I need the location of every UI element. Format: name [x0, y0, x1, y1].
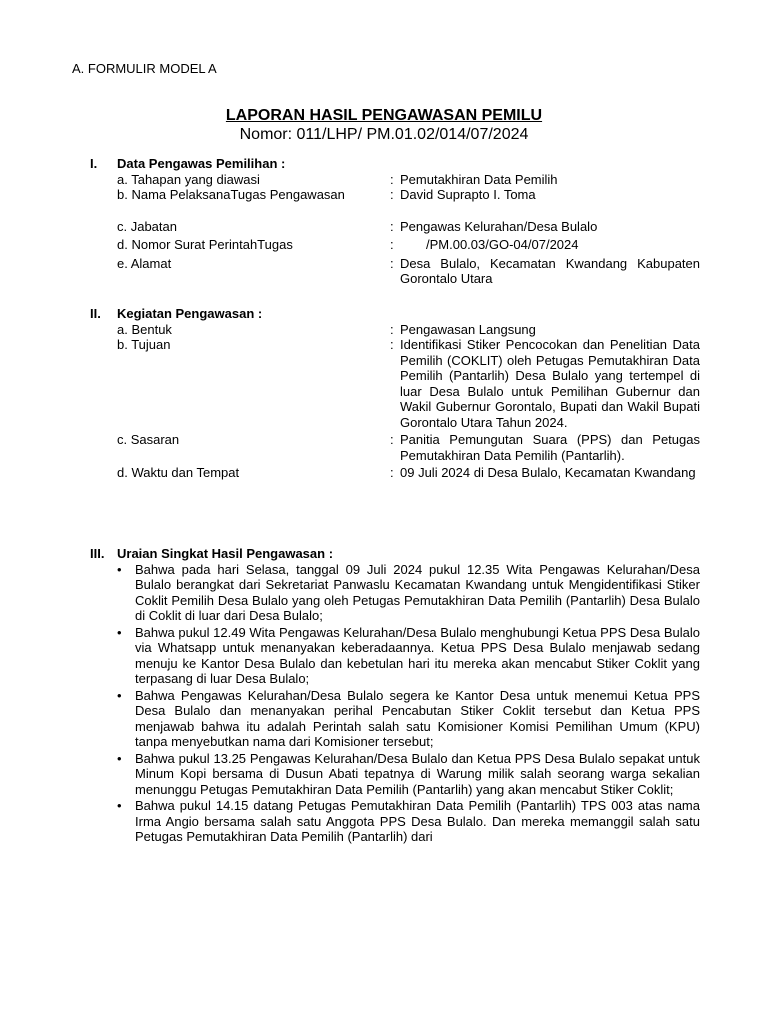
field-colon: : — [390, 337, 394, 352]
section-heading — [90, 546, 700, 562]
section-kegiatan-pengawasan — [90, 306, 700, 481]
section-title: Data Pengawas Pemilihan : — [117, 156, 286, 171]
findings-list — [117, 562, 700, 845]
field-row-tahapan — [117, 172, 700, 188]
field-label: a. Tahapan yang diawasi — [117, 171, 260, 187]
field-value: David Suprapto I. Toma — [400, 187, 536, 202]
list-item-text: Bahwa pukul 14.15 datang Petugas Pemutakhiran Data Pemilih (Pantarlih) TPS 003 atas nama Irma Angio bersama salah satu Anggota PPS Desa Bulalo. Dan mereka memanggil salah satu Petugas Pemutakhiran Data Pemilih (Pantarlih) dari — [135, 798, 700, 844]
field-row-sasaran — [117, 432, 700, 463]
field-label: b. Tujuan — [117, 337, 171, 352]
bullet-dot-icon: • — [117, 624, 122, 640]
field-row-waktu-tempat — [117, 465, 700, 481]
report-title: LAPORAN HASIL PENGAWASAN PEMILU — [225, 107, 543, 124]
field-value-text: /PM.00.03/GO-04/07/2024 — [426, 237, 579, 252]
field-colon: : — [390, 432, 394, 447]
section-uraian-hasil — [90, 546, 700, 846]
field-label: b. Nama PelaksanaTugas Pengawasan — [117, 187, 345, 202]
list-item-text: Bahwa pukul 12.49 Wita Pengawas Kelurahan/Desa Bulalo menghubungi Ketua PPS Desa Bulalo via Whatsapp untuk menanyakan keberadaannya. Ketua PPS Desa Bulalo menjawab sedang menuju ke Kantor Desa Bulalo dan kebetulan hari itu mereka akan mencabut Stiker Coklit yang terpasang di luar Desa Bulalo; — [135, 624, 700, 686]
report-number: Nomor: 011/LHP/ PM.01.02/014/07/2024 — [239, 126, 529, 143]
field-colon: : — [390, 218, 394, 234]
field-row-nomor-surat — [117, 237, 700, 253]
list-item — [117, 688, 700, 750]
section-number: II. — [90, 306, 101, 321]
section-heading — [90, 156, 700, 172]
field-row-bentuk — [117, 322, 700, 338]
list-item-text: Bahwa Pengawas Kelurahan/Desa Bulalo segera ke Kantor Desa untuk menemui Ketua PPS Desa Bulalo dan menanyakan perihal Pencabutan Stiker Coklit tersebut dan Ketua PPS menjawab bahwa itu adalah Perintah salah satu Komisioner Komisi Pemilihan Umum (KPU) tanpa menyebutkan nama dari Komisioner tersebut; — [135, 687, 700, 749]
field-row-jabatan — [117, 219, 700, 235]
list-item — [117, 562, 700, 624]
field-label: c. Jabatan — [117, 218, 177, 234]
field-value: Pemutakhiran Data Pemilih — [400, 171, 558, 187]
spacer — [90, 203, 700, 219]
section-title: Kegiatan Pengawasan : — [117, 306, 263, 321]
field-colon: : — [390, 187, 394, 202]
bullet-dot-icon: • — [117, 798, 122, 813]
field-label: a. Bentuk — [117, 321, 172, 337]
field-label: e. Alamat — [117, 255, 172, 271]
list-item — [117, 751, 700, 798]
field-value: Desa Bulalo, Kecamatan Kwandang Kabupaten Gorontalo Utara — [400, 255, 700, 286]
section-title: Uraian Singkat Hasil Pengawasan : — [117, 546, 334, 561]
section-number: I. — [90, 156, 98, 171]
field-label: c. Sasaran — [117, 432, 180, 447]
field-value: Panitia Pemungutan Suara (PPS) dan Petugas Pemutakhiran Data Pemilih (Pantarlih). — [400, 432, 700, 463]
bullet-dot-icon: • — [117, 687, 122, 703]
list-item — [117, 625, 700, 687]
field-colon: : — [390, 255, 394, 271]
section-data-pengawas — [90, 156, 700, 287]
field-value: Identifikasi Stiker Pencocokan dan Penelitian Data Pemilih (COKLIT) oleh Petugas Pemutakhiran Data Pemilih (Pantarlih) Desa Bulalo yang tertempel di luar Desa Bulalo untuk Pemilihan Gubernur dan Wakil Gubernur Gorontalo, Bupati dan Wakil Bupati Gorontalo Utara Tahun 2024. — [400, 337, 700, 430]
field-label: d. Waktu dan Tempat — [117, 465, 240, 480]
form-label: A. FORMULIR MODEL A — [72, 61, 217, 76]
bullet-dot-icon: • — [117, 750, 122, 766]
bullet-dot-icon: • — [117, 561, 122, 577]
field-label: d. Nomor Surat PerintahTugas — [117, 237, 293, 252]
section-number: III. — [90, 546, 105, 561]
list-item-text: Bahwa pukul 13.25 Pengawas Kelurahan/Desa Bulalo dan Ketua PPS Desa Bulalo sepakat untuk Minum Kopi bersama di Dusun Abati tepatnya di Warung milik salah seorang warga sekalian menunggu Petugas Pemutakhiran Data Pemilih (Pantarlih) yang akan mencabut Stiker Coklit; — [135, 750, 700, 797]
field-colon: : — [390, 171, 394, 187]
field-row-alamat — [117, 256, 700, 287]
title-block — [0, 106, 768, 144]
field-value: Pengawas Kelurahan/Desa Bulalo — [400, 218, 598, 234]
field-value: Pengawasan Langsung — [400, 321, 536, 337]
list-item — [117, 798, 700, 845]
list-item-text: Bahwa pada hari Selasa, tanggal 09 Juli 2024 pukul 12.35 Wita Pengawas Kelurahan/Desa Bulalo berangkat dari Sekretariat Panwaslu Kecamatan Kwandang untuk Mengidentifikasi Stiker Coklit Pemilih Desa Bulalo yang oleh Petugas Pemutakhiran Data Pemilih (Pantarlih) Desa Bulalo di Coklit di luar dari Desa Bulalo; — [135, 561, 700, 623]
field-row-nama — [117, 187, 700, 203]
section-heading — [90, 306, 700, 322]
field-colon: : — [390, 465, 394, 480]
field-colon: : — [390, 237, 394, 252]
field-row-tujuan — [117, 337, 700, 430]
field-value: 09 Juli 2024 di Desa Bulalo, Kecamatan Kwandang — [400, 465, 696, 480]
field-colon: : — [390, 321, 394, 337]
field-value — [400, 237, 700, 253]
